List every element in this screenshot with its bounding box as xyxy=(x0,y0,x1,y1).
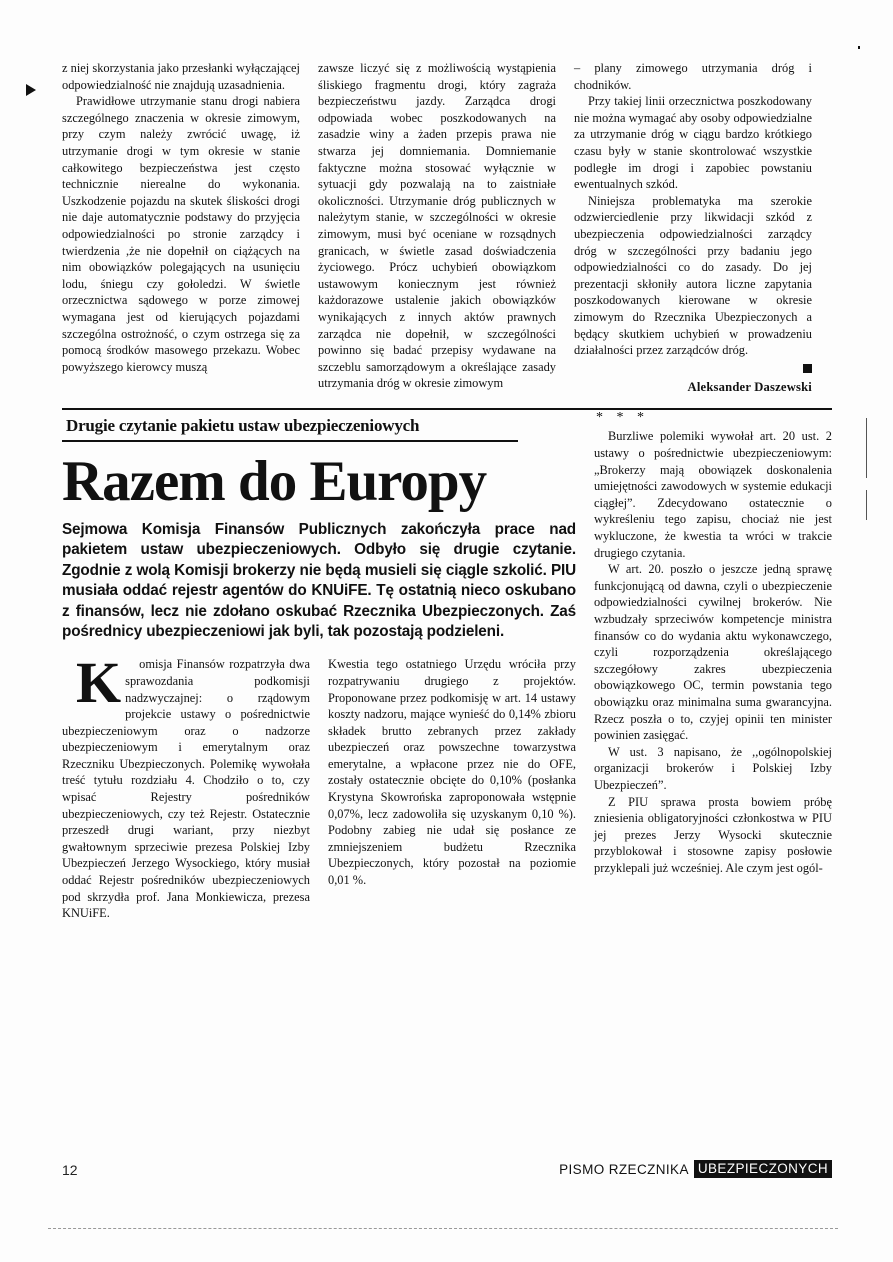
top-article-column-2 xyxy=(318,60,556,396)
paragraph-with-dropcap xyxy=(62,650,310,922)
second-article-main xyxy=(62,410,576,922)
paragraph: Kwestia tego ostatniego Urzędu wróciła przy rozpatrywaniu drugiego z projektów. Proponowane przez podkomisję w art. 14 ustawy koszty nadzoru, mające wynieść do 0,14% zbioru składek brutto zebranych przez zakłady ubezpieczeń oraz powszechne towarzystwa emerytalne, a wpłacone przez nie do OFE, zostały ostatecznie obcięte do 0,10% (posłanka Krystyna Skowrońska zaproponowała wstępnie 0,07%, lecz zadowoliła się uzyskanym 0,10 %). Podobny zabieg nie udał się posłance ze zmniejszeniem budżetu Rzecznika Ubezpieczonych, który pozostał na poziomie 0,01 %. xyxy=(328,657,576,888)
footer-brand xyxy=(559,1160,832,1178)
footer-brand-plain: PISMO RZECZNIKA xyxy=(559,1161,689,1177)
paragraph: zawsze liczyć się z możliwością wystąpienia śliskiego fragmentu drogi, który zagraża bezpieczeństwu jazdy. Zarządca drogi odpowiada wobec poszkodowanych na zasadzie winy a żaden przepis prawa nie stwarza jej domniemania. Domniemanie faktyczne można stosować wyłącznie w sytuacji gdy pozwalają na to zaistniałe okoliczności. Utrzymanie dróg publicznych w należytym stanie, w szczególności w okresie zimowym, musi być oceniane w rozsądnych granicach, w świetle zasad doświadczenia życiowego. Prócz uchybień obowiązkom ustawowym koniecznym jest również każdorazowe ustalenie jakich obowiązków wynikających z innych aktów prawnych zarządca nie dopełnił, w szczególności powinno się badać przepisy wydawane na szczeblu samorządowym a określające zasady utrzymania dróg w okresie zimowym xyxy=(318,61,556,391)
article-lede: Sejmowa Komisja Finansów Publicznych zakończyła prace nad pakietem ustaw ubezpieczeniowych. Odbyło się drugie czytanie. Zgodnie z wolą Komisji brokerzy nie będą musieli się ciągle szkolić. PIU musiała oddać rejestr agentów do KNUiFE. Tę ostatnią nieco oskubano z finansów, lecz nie zdołano oskubać Rzecznika Ubezpieczonych. Zaś pośrednicy ubezpieczeniowi jak byli, tak pozostają podzieleni. xyxy=(62,520,576,640)
paragraph: Z PIU sprawa prosta bowiem próbę zniesienia obligatoryjności członkostwa w PIU jej prezes Jerzy Wysocki skutecznie przyblokował i stosowne zapisy posłowie przyklepali już wcześniej. Ale czym jest ogól- xyxy=(594,794,832,875)
scan-line-right-2 xyxy=(866,490,867,520)
article-headline: Razem do Europy xyxy=(62,449,487,513)
second-article xyxy=(62,410,832,922)
paragraph: – plany zimowego utrzymania dróg i chodników. xyxy=(574,61,812,92)
page-footer xyxy=(62,1160,832,1178)
paragraph: Niniejsza problematyka ma szerokie odzwierciedlenie przy likwidacji szkód z ubezpieczenia odpowiedzialności zarządcy dróg w szczególności przy badaniu jego odpowiedzialności co do zasady. Do jej prezentacji skłoniły autora liczne zapytania poszkodowanych kierowane w okresie zimowym do Rzecznika Ubezpieczonych a będący skutkiem uchybień w prowadzeniu działalności przez zarządców dróg. xyxy=(574,193,812,358)
paragraph: Przy takiej linii orzecznictwa poszkodowany nie można wymagać aby osoby odpowiedzialne za utrzymanie dróg w ciągu bardzo krótkiego czasu były w stanie skontrolować wszystkie podległe im drogi i zapobiec powstaniu ewentualnych szkód. xyxy=(574,94,812,192)
drop-cap: K xyxy=(76,650,122,716)
paragraph: Prawidłowe utrzymanie stanu drogi nabiera szczególnego znaczenia w okresie zimowym, przy czym należy zwrócić uwagę, iż utrzymanie drogi w tym okresie w stanie całkowitego bezpieczeństwa jest często technicznie nierealne do wykonania. Uszkodzenie pojazdu na skutek śliskości drogi nie daje automatycznie podstawy do przyjęcia odpowiedzialności po stronie zarządcy i twierdzenia ,że nie dopełnił on ciążących na nim obowiązków polegających na usunięciu lodu, śniegu czy gołoledzi. W świetle orzecznictwa sądowego w porze zimowej wymagana jest od kierujących pojazdami szczególna ostrożność, o czym ostrzega się za pomocą środków masowego przekazu. Wobec powyższego kierowcy muszą xyxy=(62,94,300,374)
scan-arrow-marker xyxy=(26,84,36,96)
second-article-column-1 xyxy=(62,650,310,922)
paragraph: W ust. 3 napisano, że ,,ogólnopolskiej organizacji brokerów i Polskiej Izby Ubezpieczeń”. xyxy=(594,744,832,792)
top-article-column-3 xyxy=(574,60,812,396)
page-content xyxy=(62,60,832,922)
paragraph-text: omisja Finansów rozpatrzyła dwa sprawozdania podkomisji nadzwyczajnej: o rządowym projekcie ustawy o pośrednictwie ubezpieczeniowym oraz o nadzorze ubezpieczeniowym i emerytalnym oraz Rzeczniku Ubezpieczonych. Polemikę wywołała treść tytułu rozdziału 4. Chodziło o to, czy wpisać Rejestry pośredników ubezpieczeniowych, czy też Rejestr. Ostatecznie przeszedł drugi wariant, przy niezbyt gwałtownym sprzeciwie prezesa Polskiej Izby Ubezpieczeń Jerzego Wysockiego, który musiał oddać Rejestr pośredników ubezpieczeniowych pod skrzydła prof. Jana Monkiewicza, prezesa KNUiFE. xyxy=(62,657,310,921)
second-article-columns xyxy=(62,650,576,922)
footer-brand-inverted: UBEZPIECZONYCH xyxy=(694,1160,832,1178)
top-article xyxy=(62,60,832,396)
paragraph: z niej skorzystania jako przesłanki wyłączającej odpowiedzialność nie znajdują uzasadnienia. xyxy=(62,61,300,92)
scan-dash-bottom xyxy=(48,1228,838,1229)
second-article-column-3 xyxy=(594,410,832,922)
section-break-stars: * * * xyxy=(596,409,649,425)
article-kicker: Drugie czytanie pakietu ustaw ubezpieczeniowych xyxy=(62,410,518,442)
top-article-column-1 xyxy=(62,60,300,396)
paragraph: W art. 20. poszło o jeszcze jedną sprawę funkcjonującą od dawna, czyli o ubezpieczenie odpowiedzialności cywilnej brokerów. Nie wzbudzały sprzeciwów kompetencje ministra finansów co do wydania aktu wykonawczego, czyli rozporządzenia określającego szczegółowy zakres ubezpieczenia obowiązkowego OC, termin powstania tego obowiązku oraz minimalna suma gwarancyjna. Rzecz poszła o to, czyjej opinii ten minister powinien zasięgać. xyxy=(594,562,832,743)
page-number: 12 xyxy=(62,1162,78,1178)
article-byline: Aleksander Daszewski xyxy=(687,380,812,395)
end-of-article-mark xyxy=(574,361,812,378)
scan-speck-1 xyxy=(858,46,860,49)
scan-line-right-1 xyxy=(866,418,867,478)
second-article-column-2 xyxy=(328,656,576,922)
paragraph: Burzliwe polemiki wywołał art. 20 ust. 2 ustawy o pośrednictwie ubezpieczeniowym: „Brokerzy mają obowiązek doskonalenia umiejętności zawodowych w systemie edukacji ciągłej”. Zdecydowano ostatecznie o wykreśleniu tego zapisu, chociaż nie jest wykluczone, że kwestia ta wróci w trakcie drugiego czytania. xyxy=(594,429,832,560)
